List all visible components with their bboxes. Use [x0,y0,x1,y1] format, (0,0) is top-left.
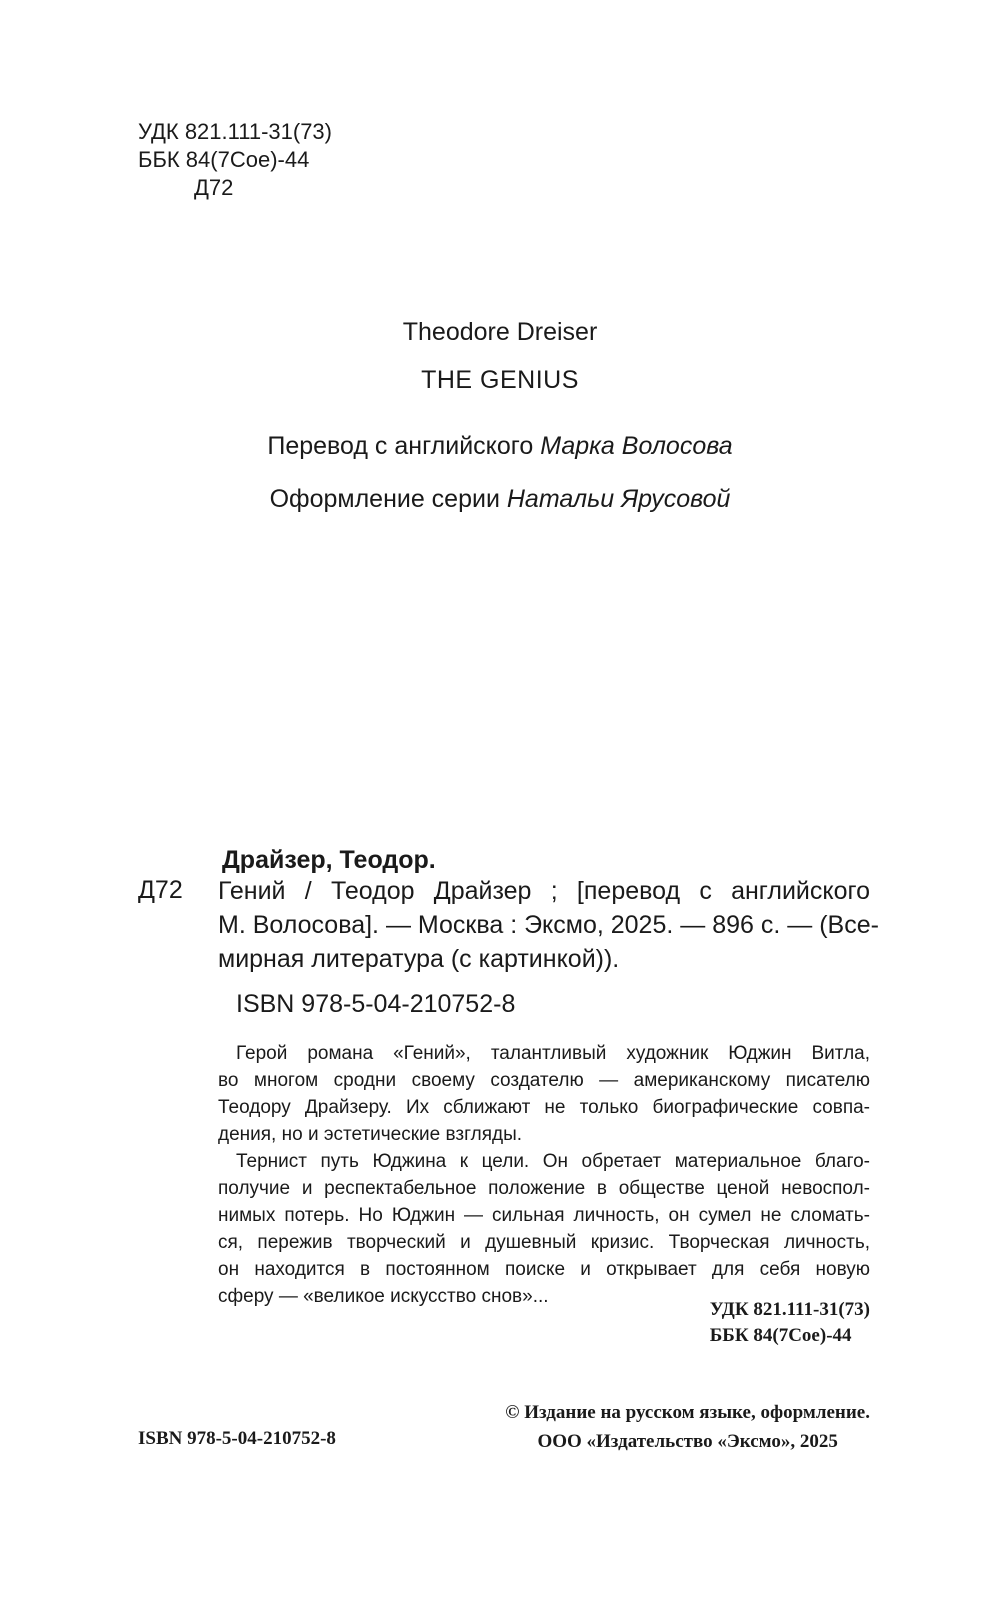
catalog-line: М. Волосова]. — Москва : Эксмо, 2025. — 896 с. — (Все- [218,911,879,939]
top-author-sign: Д72 [194,175,234,200]
top-bbk: ББК 84(7Сое)-44 [138,147,310,172]
annotation-line: Тернист путь Юджина к цели. Он обретает материальное благо- [236,1151,870,1172]
annotation-line: ся, пережив творческий и душевный кризис. Творческая личность, [218,1232,870,1253]
copyright-notice [505,1398,870,1456]
copyright-line-1: © Издание на русском языке, оформление. [505,1402,870,1423]
catalog-isbn: ISBN 978-5-04-210752-8 [236,990,516,1018]
annotation-line: дения, но и эстетические взгляды. [218,1124,523,1145]
top-classification [138,118,332,202]
copyright-line-2: ООО «Издательство «Эксмо», 2025 [537,1431,838,1452]
catalog-author: Драйзер, Теодор. [222,846,436,874]
catalog-line: мирная литература (с картинкой)). [218,945,620,973]
designer-prefix: Оформление серии [269,485,500,513]
catalog-code: Д72 [138,876,183,904]
translator-name: Марка Волосова [540,432,733,460]
annotation-paragraph-1 [218,1040,870,1148]
annotation-line: сферу — «великое искусство снов»... [218,1286,549,1307]
bottom-udk: УДК 821.111-31(73) [709,1299,870,1320]
annotation-line: получие и респектабельное положение в обществе ценой невоспол- [218,1178,870,1199]
annotation-paragraph-2 [218,1148,870,1310]
designer-name: Натальи Ярусовой [506,485,731,513]
translator-credit [0,432,1000,461]
catalog-line: Гений / Теодор Драйзер ; [перевод с английского [218,877,870,905]
bottom-classification [710,1297,870,1349]
annotation-line: во многом сродни своему создателю — американскому писателю [218,1070,870,1091]
annotation-line: нимых потерь. Но Юджин — сильная личность, он сумел не сломать- [218,1205,870,1226]
designer-credit [0,485,1000,514]
bottom-isbn: ISBN 978-5-04-210752-8 [138,1428,336,1449]
catalog-description [218,874,879,976]
original-author: Theodore Dreiser [402,318,598,346]
annotation-line: он находится в постоянном поиске и открывает для себя новую [218,1259,870,1280]
bottom-bbk: ББК 84(7Сое)-44 [709,1325,852,1346]
annotation-line: Теодору Драйзеру. Их сближают не только биографические совпа- [218,1097,870,1118]
translator-prefix: Перевод с английского [267,432,534,460]
annotation-line: Герой романа «Гений», талантливый художник Юджин Витла, [236,1043,870,1064]
top-udk: УДК 821.111-31(73) [138,119,332,144]
original-title: THE GENIUS [421,366,579,394]
